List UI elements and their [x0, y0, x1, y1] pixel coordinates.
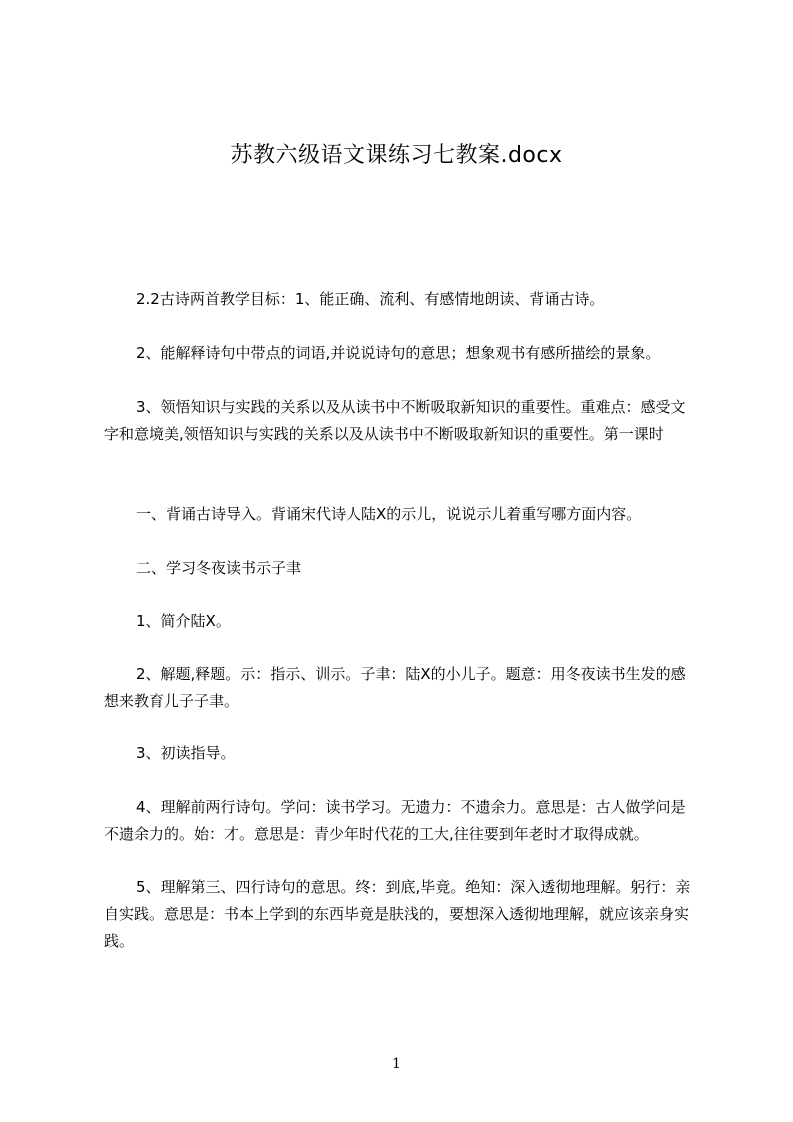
page-number: 1 [392, 1056, 401, 1072]
paragraph-step-3: 3、初读指导。 [136, 744, 236, 762]
paragraph-step-5: 5、理解第三、四行诗句的意思。终：到底,毕竟。绝知：深入透彻地理解。躬行：亲自实践。意思是：书本上学到的东西毕竟是肤浅的，要想深入透彻地理解，就应该亲身实践。 [104, 878, 691, 950]
paragraph-section-1: 一、背诵古诗导入。背诵宋代诗人陆X的示儿，说说示儿着重写哪方面内容。 [136, 505, 642, 523]
paragraph-section-2: 二、学习冬夜读书示子聿 [136, 559, 302, 577]
paragraph-objective-3: 3、领悟知识与实践的关系以及从读书中不断吸取新知识的重要性。重难点：感受文字和意境美,领悟知识与实践的关系以及从读书中不断吸取新知识的重要性。第一课时 [104, 398, 686, 443]
document-title: 苏教六级语文课练习七教案.docx [230, 143, 563, 168]
paragraph-step-4: 4、理解前两行诗句。学问：读书学习。无遗力：不遗余力。意思是：古人做学问是不遗余力的。始：才。意思是：青少年时代花的工大,往往要到年老时才取得成就。 [104, 798, 686, 843]
paragraph-step-2: 2、解题,释题。示：指示、训示。子聿：陆X的小儿子。题意：用冬夜读书生发的感想来教育儿子子聿。 [104, 665, 686, 710]
paragraph-objective-2: 2、能解释诗句中带点的词语,并说说诗句的意思；想象观书有感所描绘的景象。 [136, 344, 661, 362]
paragraph-step-1: 1、简介陆X。 [136, 612, 231, 630]
paragraph-objectives: 2.2古诗两首教学目标：1、能正确、流利、有感情地朗读、背诵古诗。 [136, 290, 605, 308]
